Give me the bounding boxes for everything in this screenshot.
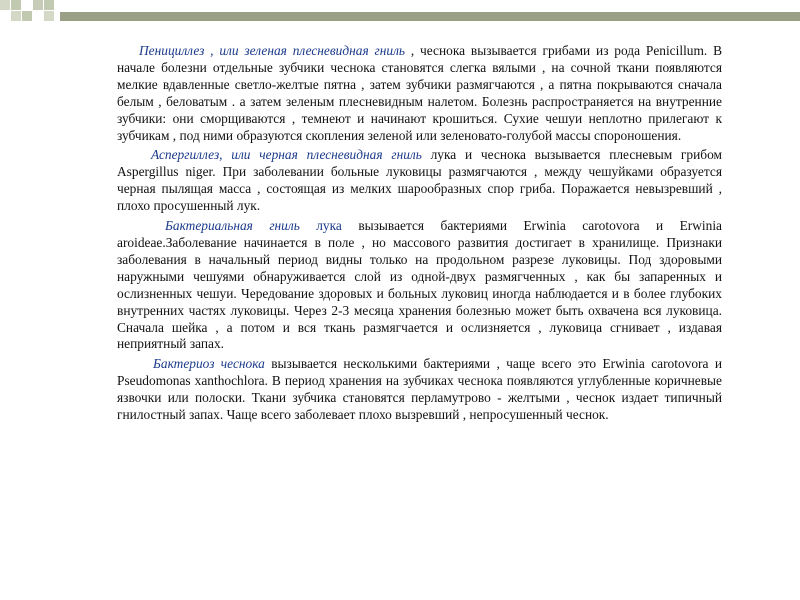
- decor-square: [44, 11, 54, 21]
- paragraph-aspergillosis: [117, 147, 722, 215]
- decor-square: [11, 0, 21, 10]
- decor-square: [33, 0, 43, 10]
- slide-body-text: [117, 43, 722, 427]
- decor-square: [22, 11, 32, 21]
- disease-term: Бактериальная гниль: [165, 218, 300, 234]
- paragraph-bacterial-rot: [117, 218, 722, 353]
- paragraph-text: вызывается бактериями Erwinia carotovora и Erwinia aroideae.Заболевание начинается в поле , но массового развития достигает в хранилище. Признаки заболевания в начальный период видны только на продольном разрезе луковицы. Под здоровыми наружными чешуями обнаруживается слой из одной-двух размягченных , как бы запаренных и ослизненных чешуи. Чередование здоровых и больных луковиц иногда наблюдается и в более глубоких внутренних частях луковицы. Через 2-3 месяца хранения болезнью может быть охвачена вся луковица. Сначала шейка , а потом и вся ткань размягчается и ослизняется , луковица сгнивает , издавая неприятный запах.: [117, 218, 722, 352]
- paragraph-text: вызывается несколькими бактериями , чаще всего это Erwinia carotovora и Pseudomonas xanthochlora. В период хранения на зубчиках чеснока появляются углубленные коричневые язвочки или полоски. Ткани зубчика становятся перламутрово - желтыми , чеснок издает типичный гнилостный запах. Чаще всего заболевает плохо вызревший , непросушенный чеснок.: [117, 356, 722, 423]
- decor-square: [44, 0, 54, 10]
- disease-term: Аспергиллез, или черная плесневидная гниль: [151, 147, 422, 163]
- paragraph-bacteriosis: [117, 356, 722, 424]
- disease-term: Бактериоз чеснока: [153, 356, 265, 372]
- disease-term-suffix: лука: [299, 218, 342, 234]
- paragraph-penicillosis: [117, 43, 722, 144]
- top-accent-bar: [60, 12, 800, 21]
- decor-square: [11, 11, 21, 21]
- paragraph-text: , чеснока вызывается грибами из рода Penicillum. В начале болезни отдельные зубчики чеснока становятся слегка вялыми , на сочной ткани появляются мелкие вдавленные светло-желтые пятна , затем зубчики размягчаются , а пятна покрываются сначала белым , беловатым . а затем зеленым плесневидным налетом. Болезнь распространяется на внутренние зубчики: они сморщиваются , темнеют и начинают крошиться. Сухие чешуи неплотно прилегают к зубчикам , под ними образуются скопления зеленой или зеленовато-голубой массы спороношения.: [117, 43, 722, 143]
- decorative-squares: [0, 0, 60, 26]
- decor-square: [0, 0, 10, 10]
- disease-term: Пенициллез , или зеленая плесневидная гниль: [139, 43, 406, 58]
- paragraph-text: лука и чеснока вызывается плесневым грибом Aspergillus niger. При заболевании больные луковицы размягчаются , между чешуйками образуется черная пылящая масса , состоящая из мелких шарообразных спор гриба. Поражается невызревший , плохо просушенный лук.: [117, 147, 722, 214]
